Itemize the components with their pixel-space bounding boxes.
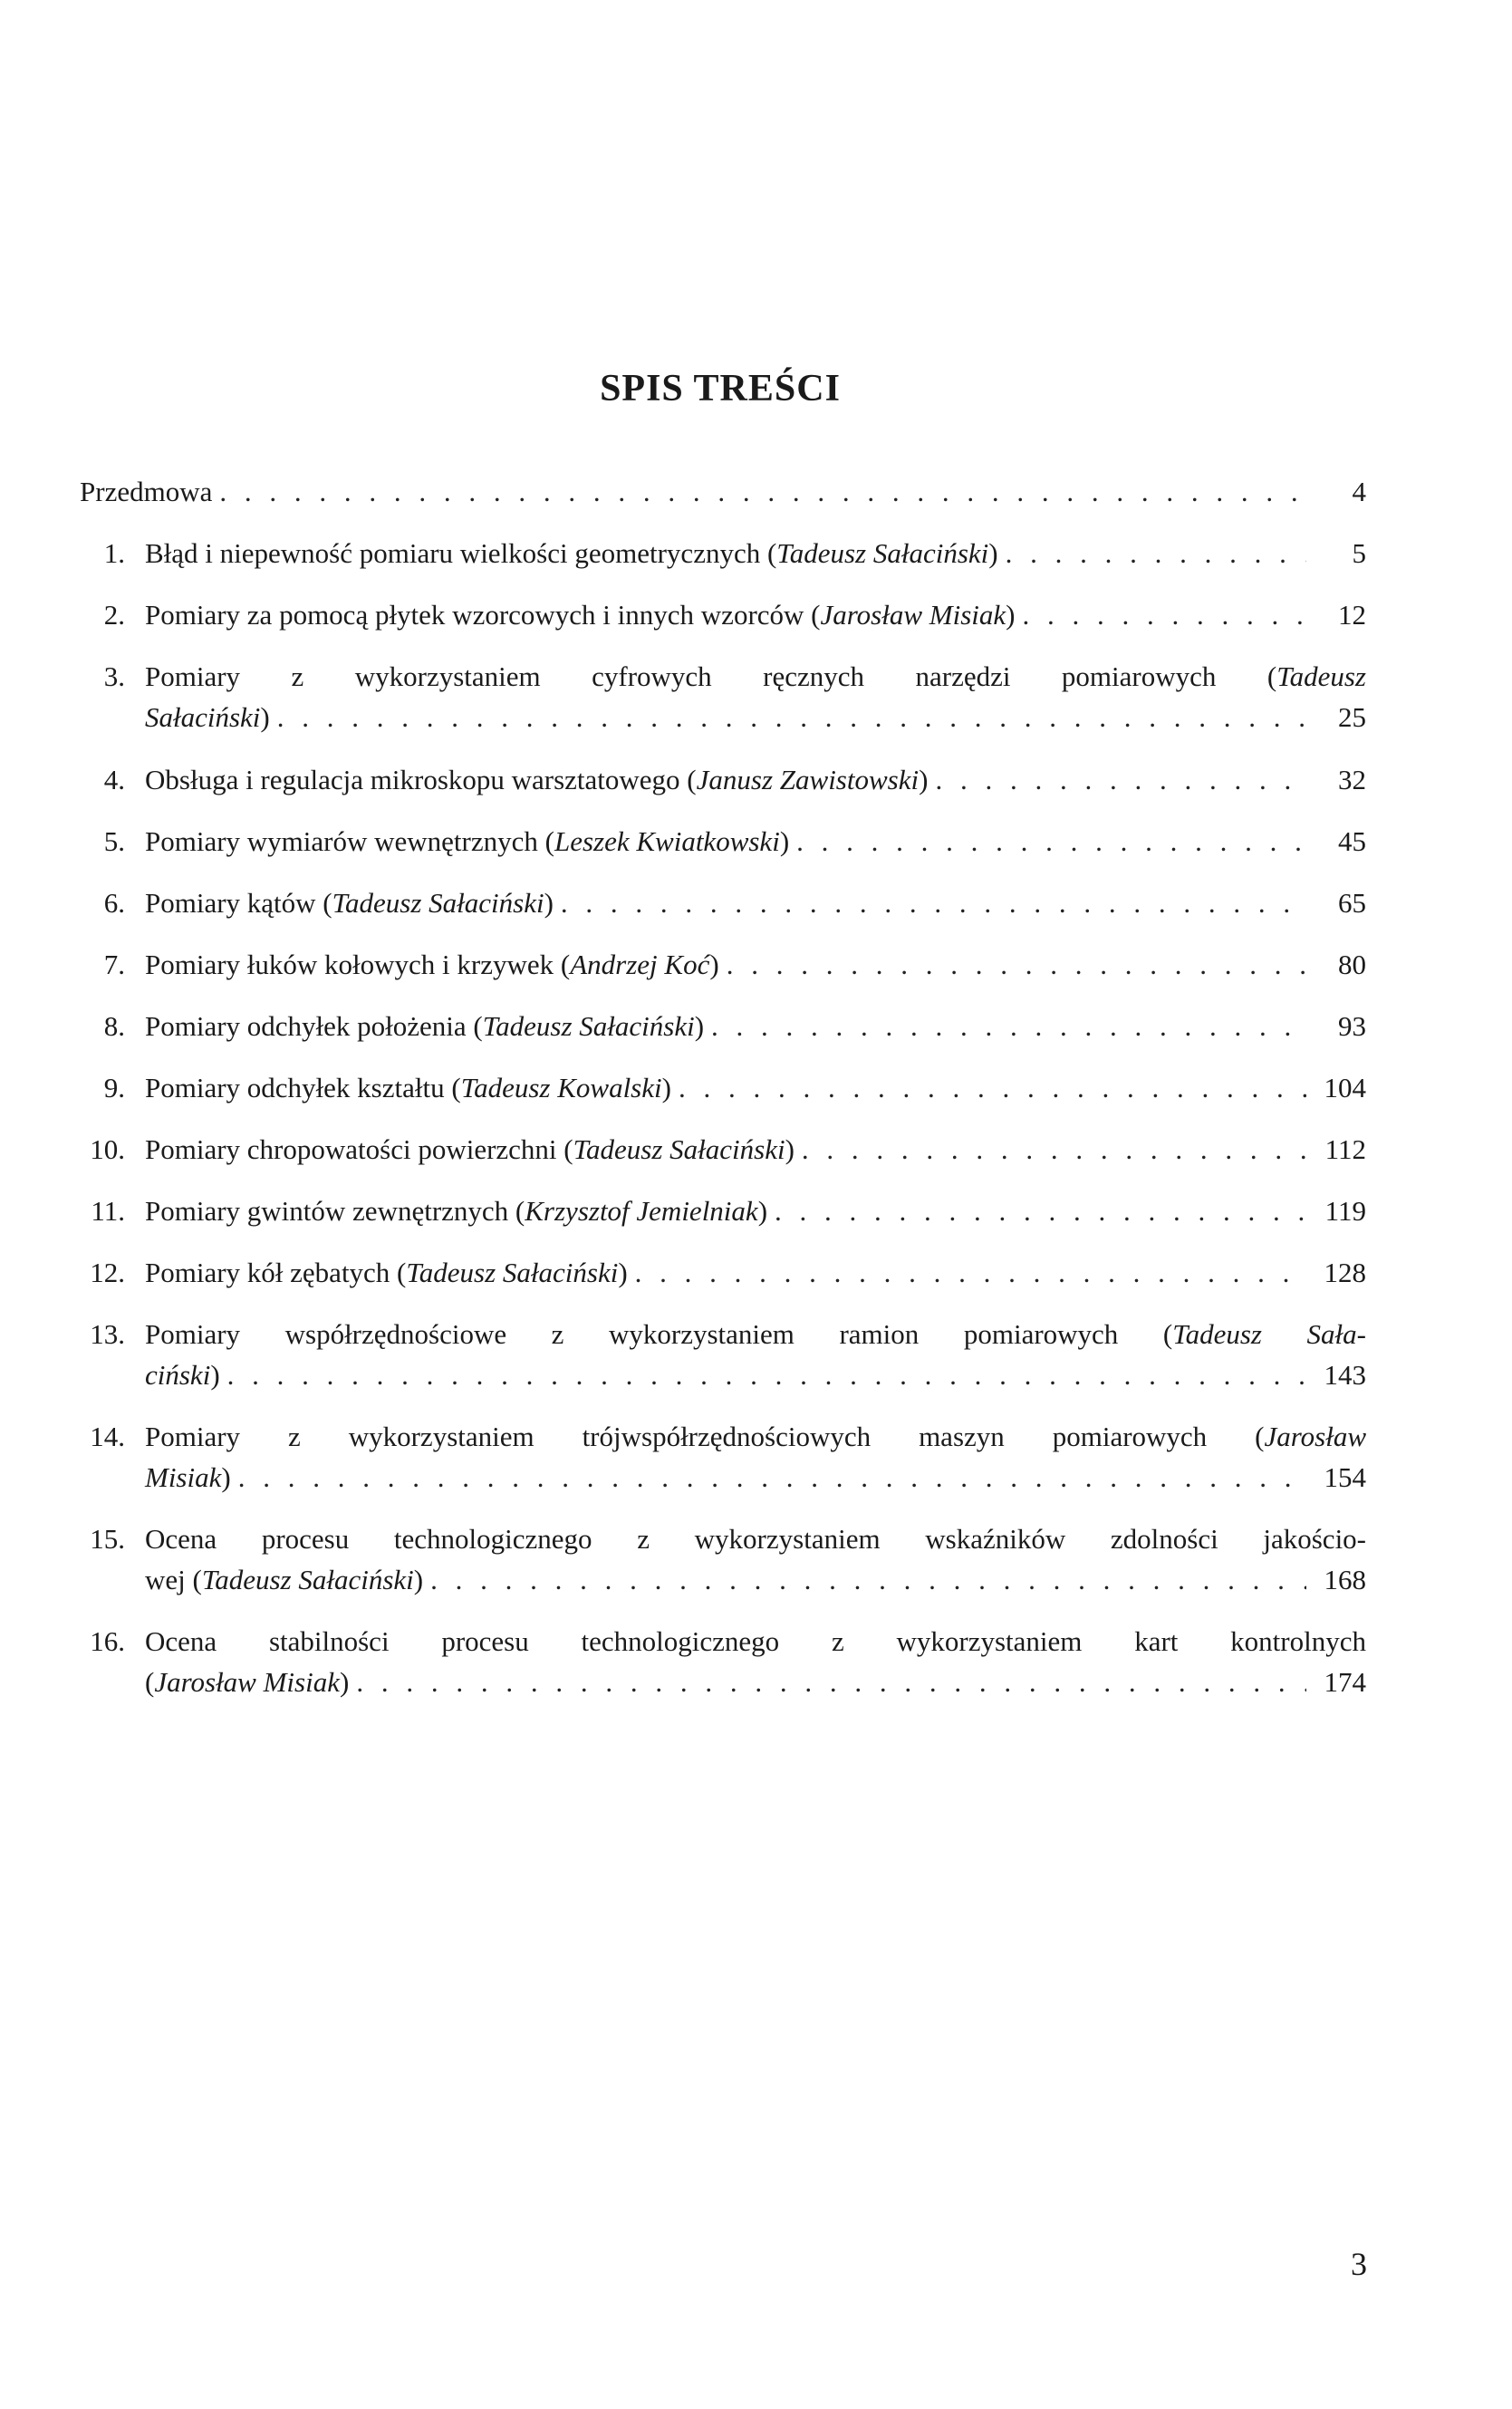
entry-author: Tadeusz Sałaciński	[482, 1010, 695, 1042]
entry-author: Jarosław Misiak	[820, 599, 1006, 631]
entry-number: 4.	[103, 764, 125, 795]
page-number: 168	[1324, 1564, 1366, 1595]
entry-close: )	[757, 1195, 768, 1227]
entry-author-continued: ciński	[145, 1359, 211, 1391]
entry-number: 14.	[90, 1421, 125, 1452]
entry-title: Ocena stabilności procesu technologicznego z wykorzystaniem kart kontrolnych	[145, 1625, 1366, 1657]
entry-author: Leszek Kwiatkowski	[554, 825, 780, 857]
page-number: 112	[1324, 1133, 1366, 1165]
entry-author: Tadeusz Kowalski	[460, 1072, 662, 1103]
page-number: 4	[1352, 476, 1366, 507]
page-number: 5	[1352, 537, 1366, 569]
entry-author: Tadeusz Sała-	[1172, 1318, 1366, 1350]
entry-close: )	[785, 1133, 795, 1165]
entry-close: )	[661, 1072, 671, 1103]
page-number: 12	[1338, 599, 1366, 631]
page-number: 128	[1324, 1257, 1366, 1288]
leader-dots	[561, 882, 1306, 923]
entry-number: 16.	[90, 1625, 125, 1657]
leader-dots	[635, 1252, 1306, 1293]
entry-close: )	[709, 949, 719, 980]
page-number: 80	[1338, 949, 1366, 980]
entry-title: Przedmowa	[80, 476, 213, 507]
entry-author: Tadeusz Sałaciński	[776, 537, 989, 569]
entry-title: Pomiary za pomocą płytek wzorcowych i innych wzorców (	[145, 599, 821, 631]
leader-dots	[802, 1129, 1306, 1170]
entry-title: Pomiary z wykorzystaniem trójwspółrzędnościowych maszyn pomiarowych (	[145, 1421, 1265, 1452]
entry-close: )	[260, 701, 270, 733]
leader-dots	[935, 759, 1306, 800]
entry-author-continued: Sałaciński	[145, 701, 261, 733]
entry-author: Tadeusz Sałaciński	[332, 887, 544, 919]
entry-close: )	[988, 537, 998, 569]
entry-title: Pomiary kół zębatych (	[145, 1257, 407, 1288]
entry-number: 12.	[90, 1257, 125, 1288]
leader-dots	[227, 1354, 1306, 1395]
entry-number: 11.	[91, 1195, 125, 1227]
entry-title: Pomiary łuków kołowych i krzywek (	[145, 949, 571, 980]
page-number: 174	[1324, 1666, 1366, 1698]
page-number: 143	[1324, 1359, 1366, 1391]
leader-dots	[430, 1559, 1306, 1600]
entry-close: )	[413, 1564, 424, 1595]
entry-title: Pomiary współrzędnościowe z wykorzystaniem ramion pomiarowych (	[145, 1318, 1173, 1350]
entry-title: Pomiary odchyłek położenia (	[145, 1010, 483, 1042]
leader-dots	[277, 697, 1306, 737]
entry-number: 8.	[103, 1010, 125, 1042]
leader-dots	[1022, 594, 1306, 635]
entry-close: )	[339, 1666, 350, 1698]
leader-dots	[679, 1067, 1306, 1108]
entry-number: 3.	[103, 660, 125, 692]
leader-dots	[796, 821, 1306, 862]
entry-author: Tadeusz	[1276, 660, 1366, 692]
page-number: 32	[1338, 764, 1366, 795]
page-number: 154	[1324, 1461, 1366, 1493]
leader-dots	[711, 1006, 1306, 1046]
page-number: 119	[1324, 1195, 1366, 1227]
entry-title-continued: wej (	[145, 1564, 202, 1595]
entry-close: )	[919, 764, 929, 795]
leader-dots	[219, 471, 1306, 512]
entry-close: )	[694, 1010, 705, 1042]
entry-author: Tadeusz Sałaciński	[201, 1564, 414, 1595]
page-title: SPIS TREŚCI	[600, 368, 841, 410]
entry-author: Janusz Zawistowski	[696, 764, 920, 795]
entry-title: Pomiary gwintów zewnętrznych (	[145, 1195, 525, 1227]
entry-title: Pomiary z wykorzystaniem cyfrowych ręcznych narzędzi pomiarowych (	[145, 660, 1277, 692]
leader-dots	[775, 1190, 1306, 1231]
entry-number: 13.	[90, 1318, 125, 1350]
entry-number: 1.	[103, 537, 125, 569]
page-number: 45	[1338, 825, 1366, 857]
entry-title: Błąd i niepewność pomiaru wielkości geometrycznych (	[145, 537, 777, 569]
page-number: 65	[1338, 887, 1366, 919]
entry-close: )	[779, 825, 790, 857]
page-folio: 3	[1351, 2246, 1367, 2282]
page-number: 25	[1338, 701, 1366, 733]
entry-close: )	[618, 1257, 628, 1288]
entry-author: Tadeusz Sałaciński	[573, 1133, 785, 1165]
entry-title: Ocena procesu technologicznego z wykorzystaniem wskaźników zdolności jakościo-	[145, 1523, 1366, 1555]
entry-title-continued: (	[145, 1666, 155, 1698]
entry-title: Pomiary chropowatości powierzchni (	[145, 1133, 573, 1165]
page-number: 104	[1324, 1072, 1366, 1103]
entry-number: 15.	[90, 1523, 125, 1555]
entry-title: Pomiary odchyłek kształtu (	[145, 1072, 461, 1103]
leader-dots	[238, 1457, 1306, 1498]
page-number: 93	[1338, 1010, 1366, 1042]
leader-dots	[727, 944, 1306, 985]
entry-number: 10.	[90, 1133, 125, 1165]
entry-author-continued: Misiak	[145, 1461, 222, 1493]
entry-close: )	[210, 1359, 220, 1391]
entry-number: 9.	[103, 1072, 125, 1103]
leader-dots	[1006, 533, 1306, 573]
entry-close: )	[544, 887, 554, 919]
entry-number: 6.	[103, 887, 125, 919]
entry-title: Obsługa i regulacja mikroskopu warsztatowego (	[145, 764, 697, 795]
entry-author: Jarosław	[1264, 1421, 1366, 1452]
entry-number: 2.	[103, 599, 125, 631]
entry-number: 7.	[103, 949, 125, 980]
entry-close: )	[1006, 599, 1016, 631]
entry-title: Pomiary wymiarów wewnętrznych (	[145, 825, 554, 857]
entry-number: 5.	[103, 825, 125, 857]
entry-title: Pomiary kątów (	[145, 887, 332, 919]
entry-author: Krzysztof Jemielniak	[525, 1195, 758, 1227]
entry-author: Andrzej Koć	[570, 949, 710, 980]
leader-dots	[356, 1662, 1306, 1702]
entry-author: Jarosław Misiak	[154, 1666, 340, 1698]
entry-author: Tadeusz Sałaciński	[406, 1257, 619, 1288]
entry-close: )	[221, 1461, 231, 1493]
